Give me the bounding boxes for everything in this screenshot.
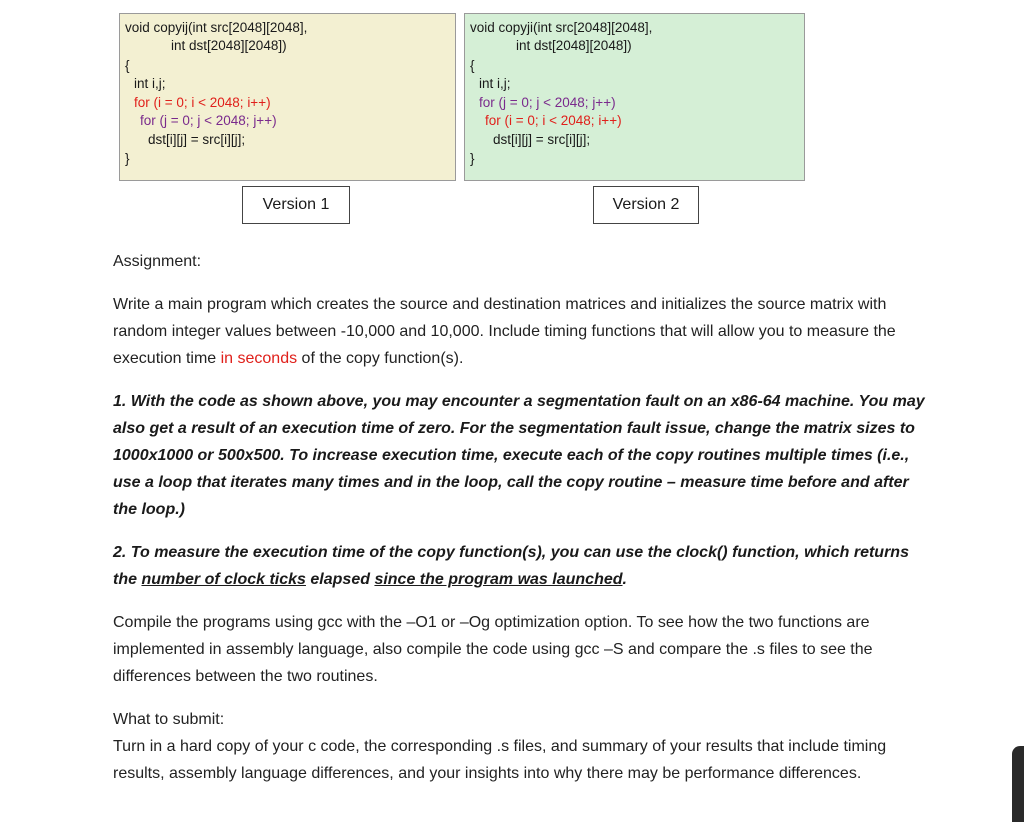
version-2-label: Version 2 (593, 186, 699, 224)
code-body-statement: dst[i][j] = src[i][j]; (148, 132, 246, 147)
assignment-item-2 (113, 539, 933, 593)
code-open-brace: { (125, 58, 130, 73)
item2-text-2: elapsed (305, 571, 375, 588)
code-box-version-1 (119, 13, 456, 181)
code-body-statement: dst[i][j] = src[i][j]; (493, 132, 591, 147)
code-close-brace: } (125, 151, 130, 166)
submit-heading: What to submit: (113, 711, 225, 728)
code-signature-line-1: void copyji(int src[2048][2048], (470, 20, 653, 35)
code-declaration: int i,j; (134, 76, 166, 91)
code-open-brace: { (470, 58, 475, 73)
code-close-brace: } (470, 151, 475, 166)
code-inner-loop: for (i = 0; i < 2048; i++) (485, 113, 622, 128)
code-declaration: int i,j; (479, 76, 511, 91)
item2-text-1: 2. To measure the execution time of the copy function(s), you can use the clock() function, which returns the (113, 544, 909, 588)
intro-highlight-in-seconds: in seconds (220, 350, 298, 367)
item2-underline-program-launched: since the program was launched (374, 571, 623, 588)
intro-text-2: of the copy function(s). (297, 350, 464, 367)
item2-text-3: . (622, 571, 627, 588)
code-signature-line-2: int dst[2048][2048]) (516, 38, 632, 53)
code-inner-loop: for (j = 0; j < 2048; j++) (140, 113, 277, 128)
intro-text-1: Write a main program which creates the source and destination matrices and initializes the source matrix with random integer values between -10,000 and 10,000. Include timing functions that will allow you to measure the execution time (113, 296, 896, 367)
assignment-heading: Assignment: (113, 253, 202, 270)
code-signature-line-2: int dst[2048][2048]) (171, 38, 287, 53)
assignment-intro (113, 291, 933, 372)
item2-underline-clock-ticks: number of clock ticks (141, 571, 306, 588)
compile-instructions: Compile the programs using gcc with the –O1 or –Og optimization option. To see how the two functions are implemented in assembly language, also compile the code using gcc –S and compare the .s files to see the differences between the two routines. (113, 614, 873, 685)
version-1-label: Version 1 (242, 186, 350, 224)
code-box-version-2 (464, 13, 805, 181)
code-outer-loop: for (i = 0; i < 2048; i++) (134, 95, 271, 110)
submit-body: Turn in a hard copy of your c code, the corresponding .s files, and summary of your results that include timing results, assembly language differences, and your insights into why there may be performance differences. (113, 738, 887, 782)
code-signature-line-1: void copyij(int src[2048][2048], (125, 20, 308, 35)
assignment-item-1: 1. With the code as shown above, you may encounter a segmentation fault on an x86-64 machine. You may also get a result of an execution time of zero. For the segmentation fault issue, change the matrix sizes to 1000x1000 or 500x500. To increase execution time, execute each of the copy routines multiple times (i.e., use a loop that iterates many times and in the loop, call the copy routine – measure time before and after the loop.) (113, 393, 925, 518)
scrollbar-tab[interactable] (1012, 746, 1024, 822)
code-outer-loop: for (j = 0; j < 2048; j++) (479, 95, 616, 110)
